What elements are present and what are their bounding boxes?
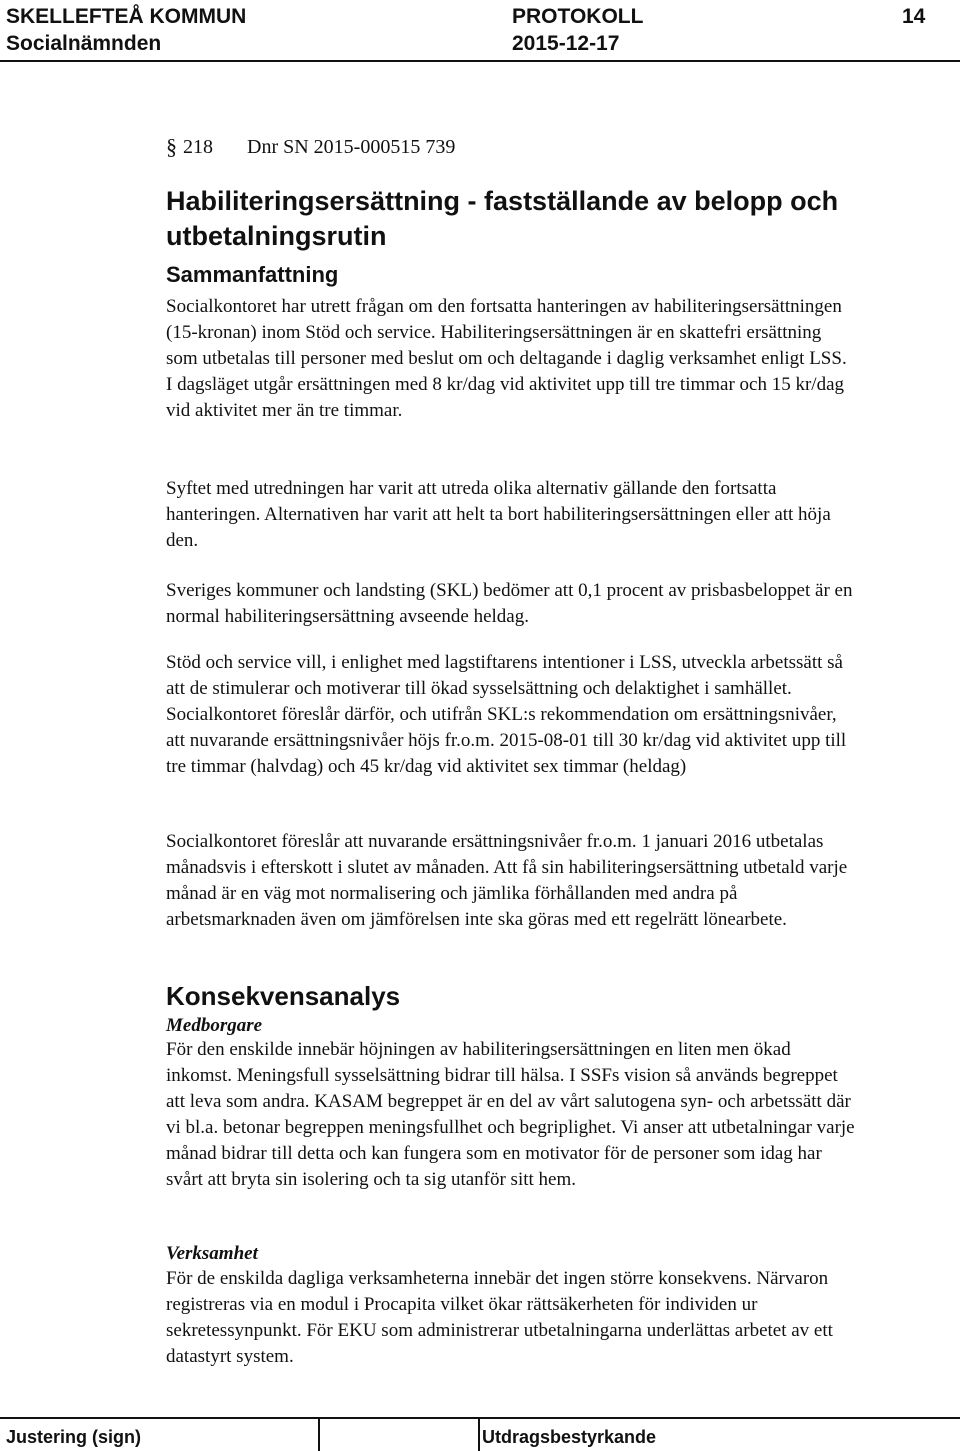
operations-paragraph: För de enskilda dagliga verksamheterna innebär det ingen större konsekvens. Närvaron registreras via en modul i Procapita vilket ökar rättsäkerheten för individen ur sekretessynpunkt. För EKU som administrerar utbetalningarna underlättas arbetet av ett datastyrt system.	[166, 1268, 833, 1367]
consequence-analysis-heading: Konsekvensanalys	[166, 981, 401, 1011]
summary-paragraph: Stöd och service vill, i enlighet med lagstiftarens intentioner i LSS, utveckla arbetssätt så att de stimulerar och motiverar till ökad sysselsättning och delaktighet i samhället. Socialkontoret föreslår därför, och utifrån SKL:s rekommendation om ersättningsnivåer, att nuvarande ersättningsnivåer höjs fr.o.m. 2015-08-01 till 30 kr/dag vid aktivitet upp till tre timmar (halvdag) och 45 kr/dag vid aktivitet sex timmar (heldag)	[166, 652, 847, 777]
summary-paragraph: Socialkontoret föreslår att nuvarande ersättningsnivåer fr.o.m. 1 januari 2016 utbetalas månadsvis i efterskott i slutet av månaden. Att få sin habiliteringsersättning utbetald varje månad är en väg mot normalisering och jämlika förhållanden med andra på arbetsmarknaden även om jämförelsen inte ska göras med ett regelrätt lönearbete.	[166, 831, 848, 930]
paragraph-number: 218	[183, 136, 213, 158]
citizen-subheading: Medborgare	[166, 1015, 263, 1036]
case-title: Habiliteringsersättning - fastställande av belopp och utbetalningsrutin	[166, 186, 839, 251]
municipality-name: SKELLEFTEÅ KOMMUN	[6, 5, 247, 28]
signature-label: Justering (sign)	[6, 1427, 142, 1447]
paragraph-symbol: §	[166, 134, 177, 159]
footer-divider	[0, 1417, 960, 1419]
page-header	[0, 0, 960, 60]
footer-separator	[478, 1419, 480, 1451]
summary-paragraph: Socialkontoret har utrett frågan om den fortsatta hanteringen av habiliteringsersättningen (15-kronan) inom Stöd och service. Habiliteringsersättningen är en skattefri ersättning som utbetalas till personer med beslut om och deltagande i daglig verksamhet enligt LSS. I dagsläget utgår ersättningen med 8 kr/dag vid aktivitet upp till tre timmar och 15 kr/dag vid aktivitet mer än tre timmar.	[166, 296, 847, 421]
citizen-paragraph: För den enskilde innebär höjningen av habiliteringsersättningen en liten men ökad inkomst. Meningsfull sysselsättning bidrar till hälsa. I SSFs vision så används begreppet att leva som andra. KASAM begreppet är en del av vårt salutogena syn- och arbetssätt där vi bl.a. betonar begreppen meningsfullhet och begriplighet. Vi anser att utbetalningar varje månad bidrar till detta och kan fungera som en motivator för de personer som idag har svårt att bryta sin isolering och ta sig utanför sitt hem.	[166, 1039, 855, 1190]
summary-heading: Sammanfattning	[166, 262, 339, 287]
operations-subheading: Verksamhet	[166, 1243, 258, 1264]
meeting-date: 2015-12-17	[512, 32, 620, 55]
footer-separator	[318, 1419, 320, 1451]
committee-name: Socialnämnden	[6, 32, 162, 55]
page-number: 14	[902, 5, 926, 28]
diary-number: Dnr SN 2015-000515 739	[247, 136, 456, 158]
extract-label: Utdragsbestyrkande	[482, 1427, 657, 1447]
header-divider	[0, 60, 960, 62]
summary-paragraph: Syftet med utredningen har varit att utreda olika alternativ gällande den fortsatta hanteringen. Alternativen har varit att helt ta bort habiliteringsersättningen eller att höja den.	[166, 478, 831, 551]
summary-paragraph: Sveriges kommuner och landsting (SKL) bedömer att 0,1 procent av prisbasbeloppet är en normal habiliteringsersättning avseende heldag.	[166, 580, 853, 627]
document-type: PROTOKOLL	[512, 5, 644, 28]
